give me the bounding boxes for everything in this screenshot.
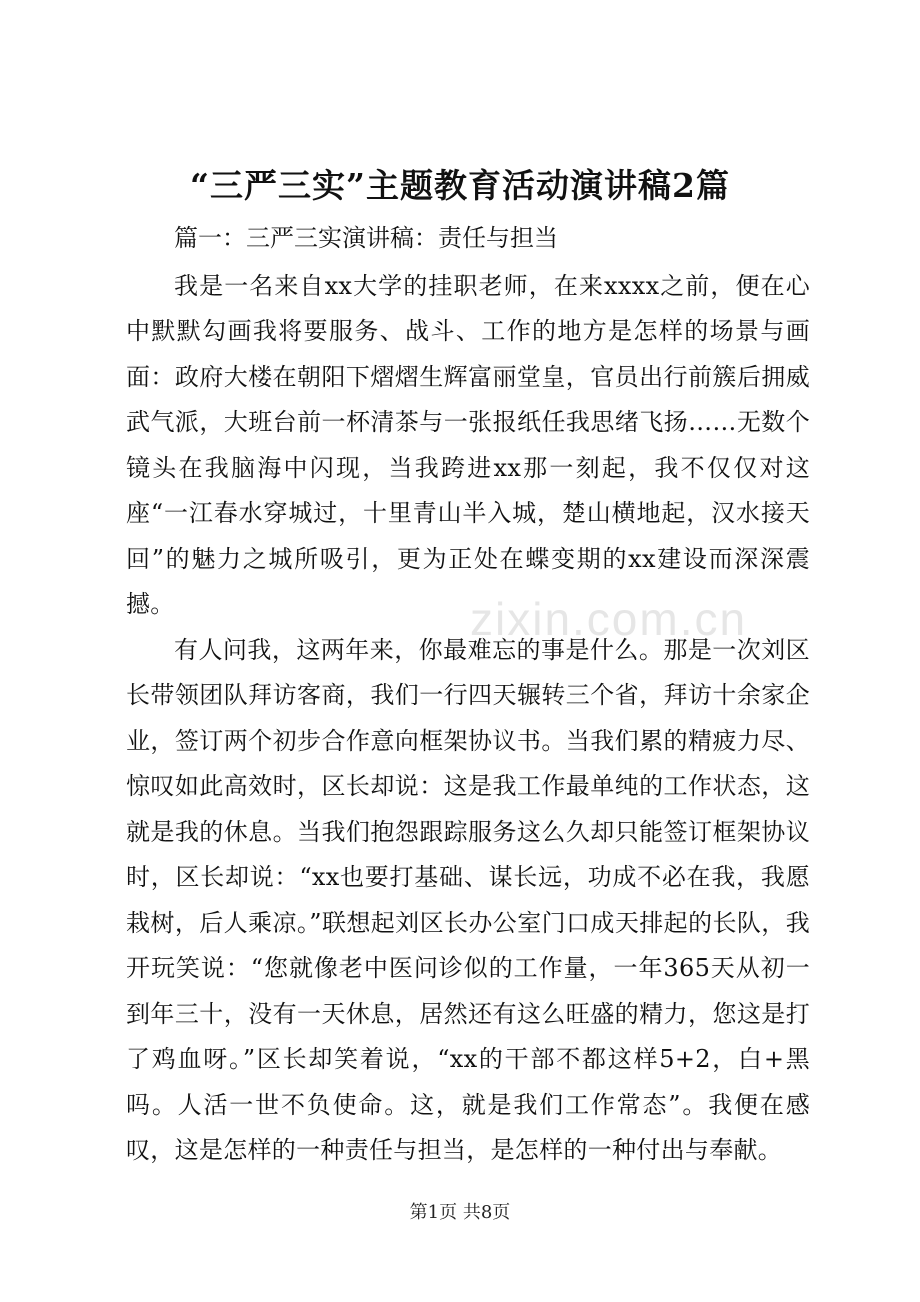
page-footer: 第1页 共8页 — [409, 1202, 511, 1223]
paragraph-1: 我是一名来自xx大学的挂职老师，在来xxxx之前，便在心中默默勾画我将要服务、战斗、工作的地方是怎样的场景与画面：政府大楼在朝阳下熠熠生辉富丽堂皇，官员出行前簇后拥威武气派，大班台前一杯清茶与一张报纸任我思绪飞扬……无数个镜头在我脑海中闪现，当我跨进xx那一刻起，我不仅仅对这座“一江春水穿城过，十里青山半入城，楚山横地起，汉水接天回”的魅力之城所吸引，更为正处在蝶变期的xx建设而深深震撼。 — [126, 271, 810, 618]
document-body — [126, 216, 810, 1174]
document-title: “三严三实”主题教育活动演讲稿2篇 — [190, 166, 730, 205]
section-heading: 篇一：三严三实演讲稿：责任与担当 — [174, 224, 558, 252]
paragraph-2: 有人问我，这两年来，你最难忘的事是什么。那是一次刘区长带领团队拜访客商，我们一行四天辗转三个省，拜访十余家企业，签订两个初步合作意向框架协议书。当我们累的精疲力尽、惊叹如此高效时，区长却说：这是我工作最单纯的工作状态，这就是我的休息。当我们抱怨跟踪服务这么久却只能签订框架协议时，区长却说：“xx也要打基础、谋长远，功成不必在我，我愿栽树，后人乘凉。”联想起刘区长办公室门口成天排起的长队，我开玩笑说：“您就像老中医问诊似的工作量，一年365天从初一到年三十，没有一天休息，居然还有这么旺盛的精力，您这是打了鸡血呀。”区长却笑着说，“xx的干部不都这样5+2，白+黑吗。人活一世不负使命。这，就是我们工作常态”。我便在感叹，这是怎样的一种责任与担当，是怎样的一种付出与奉献。 — [126, 635, 810, 1164]
watermark: zixin.com.cn — [470, 593, 748, 645]
